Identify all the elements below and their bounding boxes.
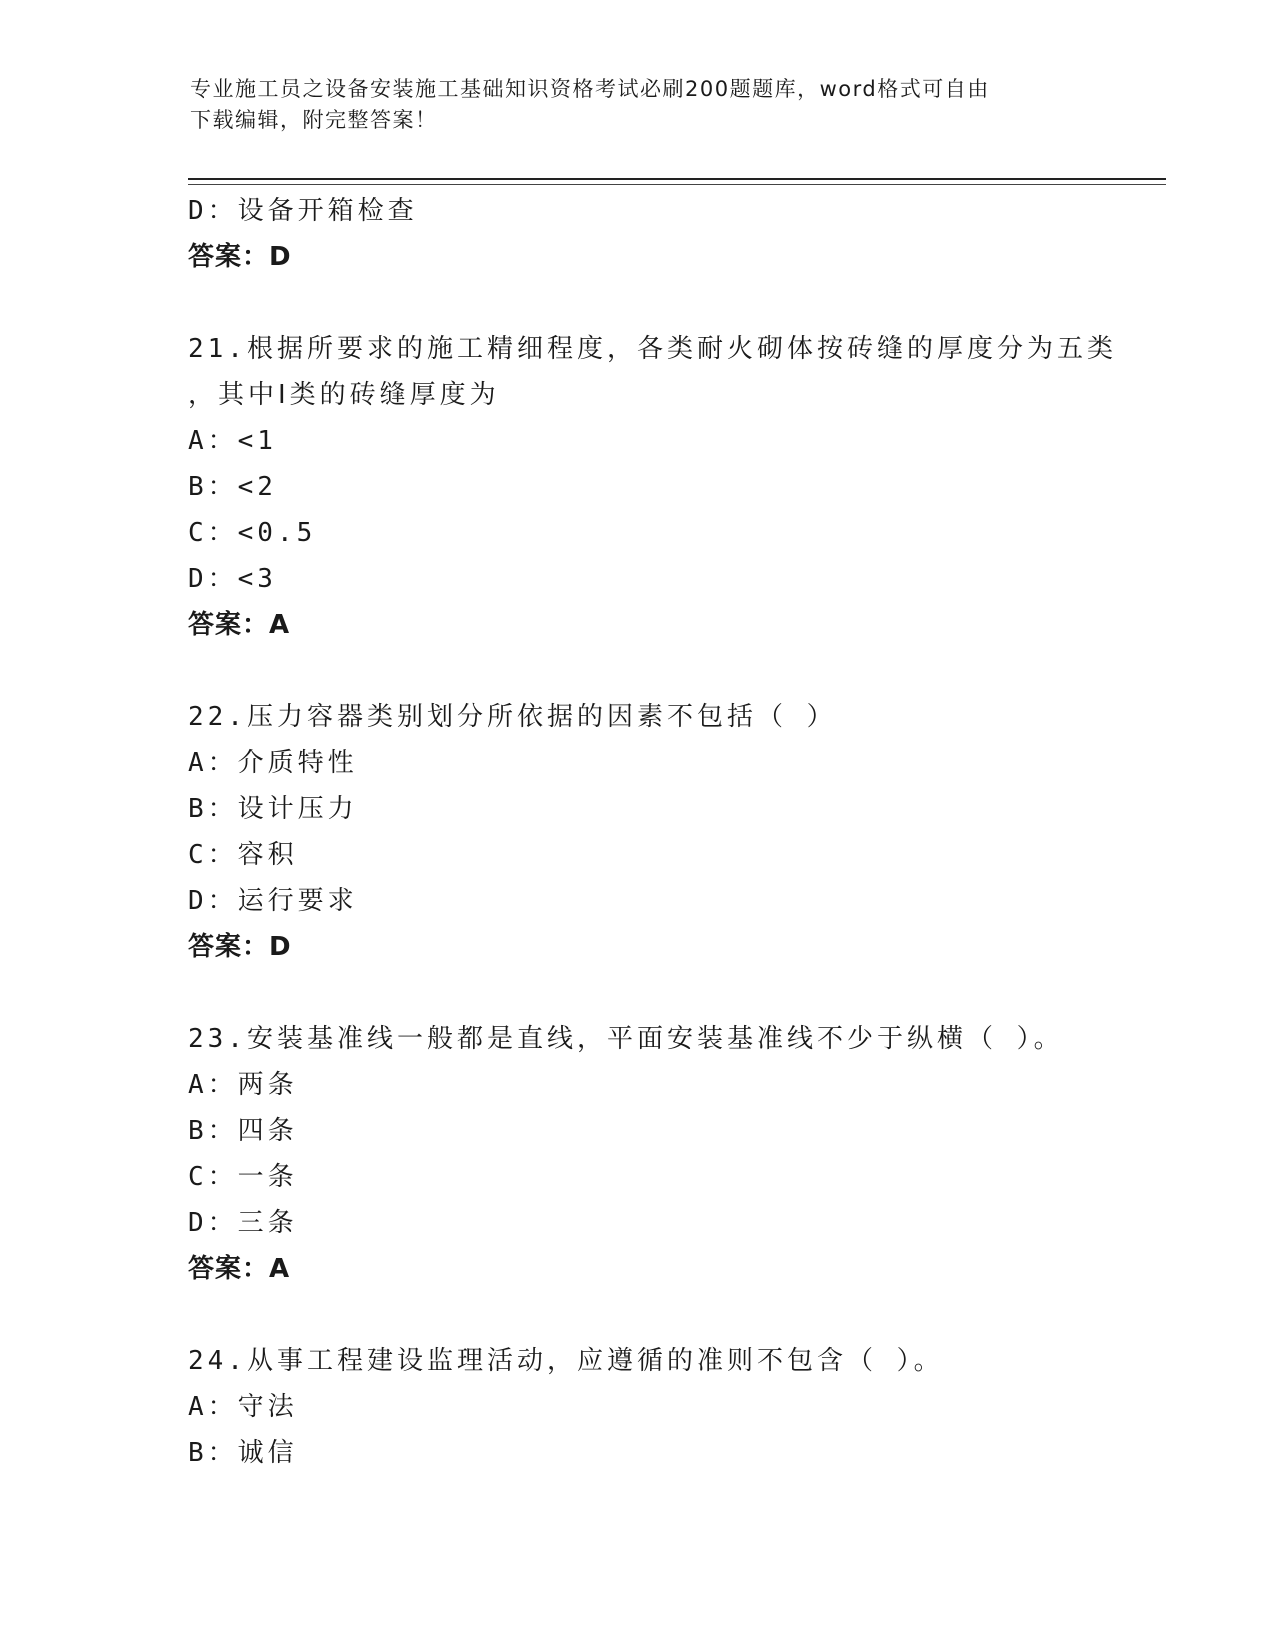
question-22 <box>188 694 1168 970</box>
option-b: B：四条 <box>188 1116 298 1146</box>
option-c: C：一条 <box>188 1162 298 1192</box>
question-23 <box>188 1016 1168 1292</box>
carryover-block <box>188 188 1168 280</box>
option-a: A：介质特性 <box>188 748 358 778</box>
header-divider-thick <box>188 178 1166 180</box>
spacer <box>188 970 1168 1016</box>
question-list <box>188 188 1168 1476</box>
spacer <box>188 280 1168 326</box>
option-c: C：<0.5 <box>188 518 317 548</box>
option-a: A：两条 <box>188 1070 298 1100</box>
option-b: B：设计压力 <box>188 794 358 824</box>
option-b: B：诚信 <box>188 1438 298 1468</box>
document-header <box>190 74 1090 136</box>
spacer <box>188 1292 1168 1338</box>
answer-line: 答案：D <box>188 932 292 962</box>
question-stem: 21.根据所要求的施工精细程度，各类耐火砌体按砖缝的厚度分为五类 <box>188 334 1117 364</box>
answer-line: 答案：A <box>188 1254 291 1284</box>
question-stem-continued: ，其中Ⅰ类的砖缝厚度为 <box>188 380 500 410</box>
option-a: A：<1 <box>188 426 277 456</box>
answer-line: 答案：A <box>188 610 291 640</box>
option-c: C：容积 <box>188 840 298 870</box>
spacer <box>188 648 1168 694</box>
option-b: B：<2 <box>188 472 277 502</box>
option-d: D：三条 <box>188 1208 298 1238</box>
question-stem: 22.压力容器类别划分所依据的因素不包括（ ） <box>188 702 837 732</box>
question-stem: 23.安装基准线一般都是直线，平面安装基准线不少于纵横（ ）。 <box>188 1024 1064 1054</box>
header-line-1: 专业施工员之设备安装施工基础知识资格考试必刷200题题库，word格式可自由 <box>190 77 990 101</box>
header-line-2: 下载编辑，附完整答案！ <box>190 108 438 132</box>
answer-line: 答案：D <box>188 242 292 272</box>
option-d: D：设备开箱检查 <box>188 196 418 226</box>
question-21 <box>188 326 1168 648</box>
header-divider-thin <box>188 184 1166 185</box>
option-d: D：<3 <box>188 564 277 594</box>
question-24 <box>188 1338 1168 1476</box>
question-stem: 24.从事工程建设监理活动，应遵循的准则不包含（ ）。 <box>188 1346 944 1376</box>
option-a: A：守法 <box>188 1392 298 1422</box>
option-d: D：运行要求 <box>188 886 358 916</box>
